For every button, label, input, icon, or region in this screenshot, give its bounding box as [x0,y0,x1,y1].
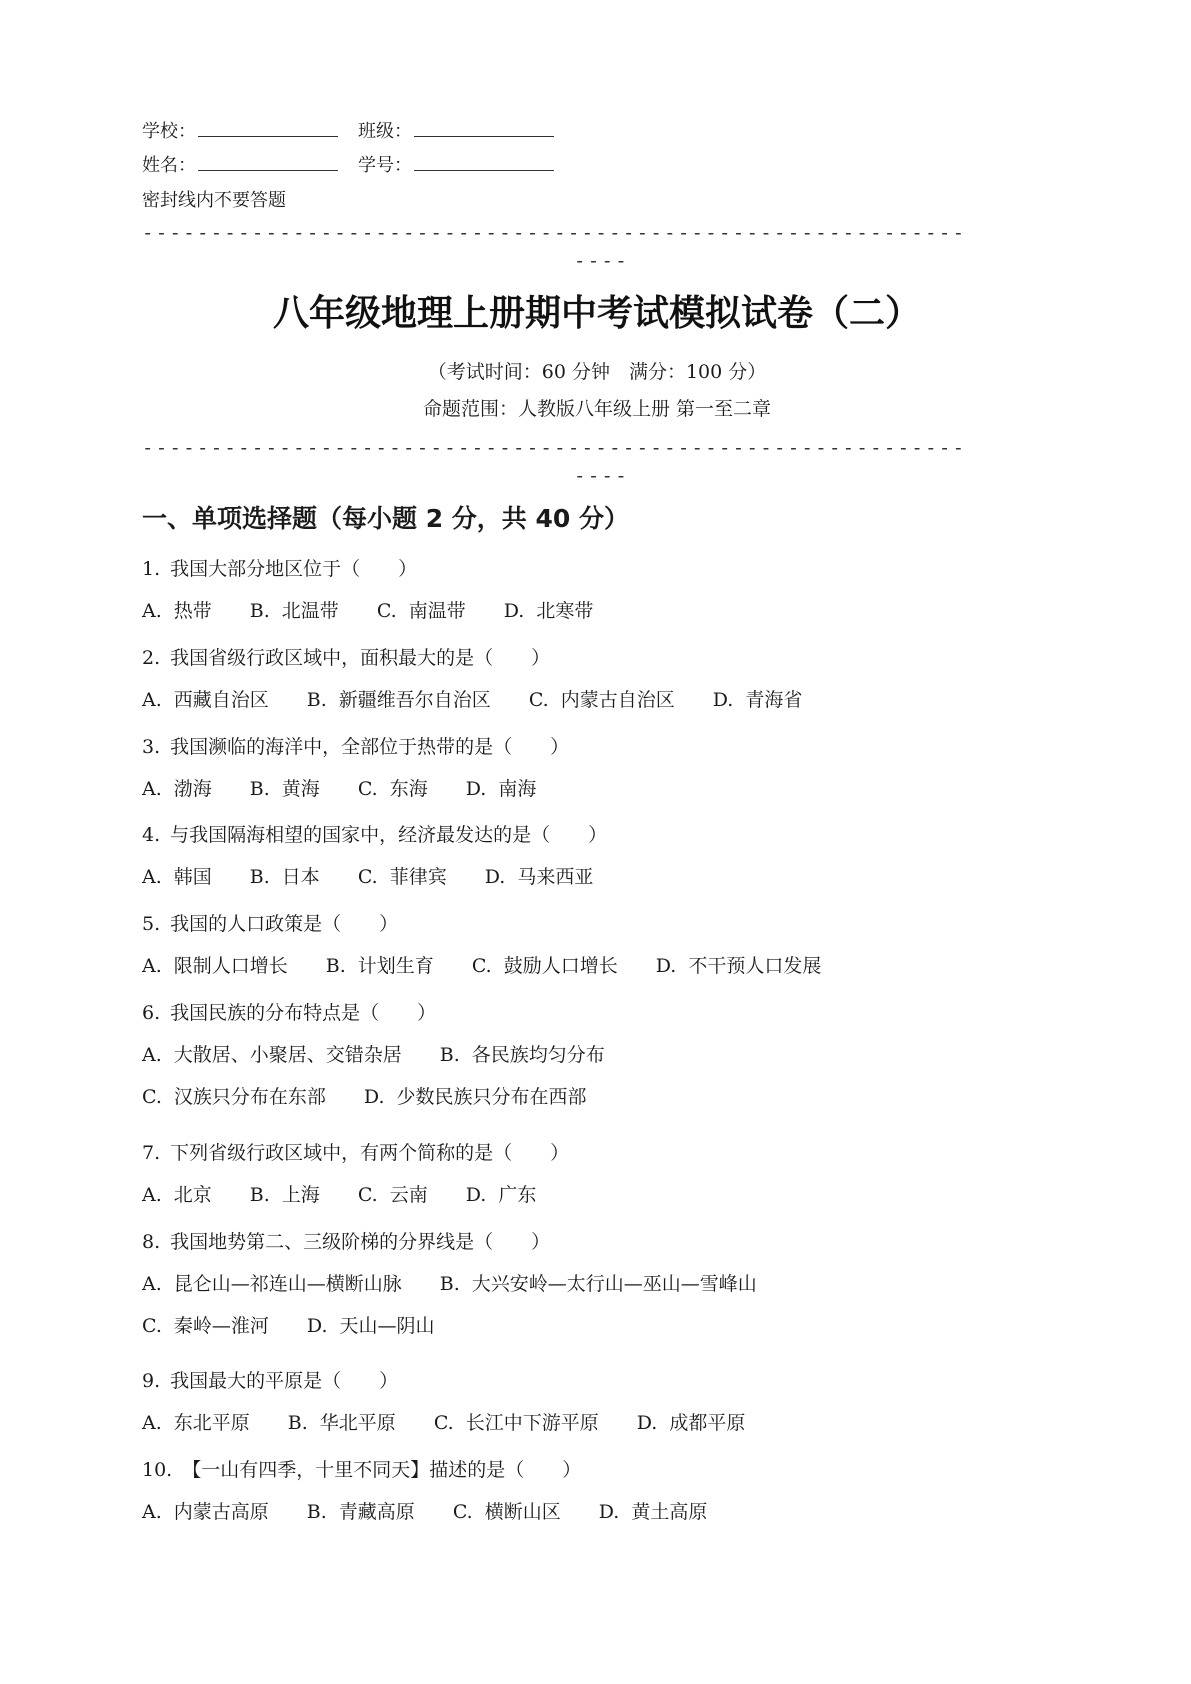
option-text: 南温带 [408,600,466,622]
option-text: 广东 [498,1184,537,1206]
option-letter: A. [142,866,162,888]
option-letter: B. [306,1501,327,1523]
question-stem [142,556,417,582]
option-letter: C. [471,955,492,977]
option-row [142,864,631,890]
answer-option[interactable] [250,1182,320,1208]
divider-dash-line-tail: ---- [574,465,629,487]
option-row [142,1410,783,1436]
option-text: 大兴安岭—太行山—巫山—雪峰山 [471,1273,757,1295]
option-text: 长江中下游平原 [465,1412,599,1434]
option-text: 黄海 [281,778,320,800]
option-text: 鼓励人口增长 [503,955,618,977]
school-label: 学校： [142,121,196,142]
option-letter: C. [357,1184,378,1206]
option-text: 黄土高原 [631,1501,708,1523]
question-number: 4. [142,824,161,846]
answer-option[interactable] [142,1499,269,1525]
option-letter: B. [439,1273,460,1295]
option-letter: A. [142,1184,162,1206]
school-blank[interactable] [198,118,338,137]
answer-option[interactable] [142,1313,269,1339]
name-blank[interactable] [198,152,338,171]
option-text: 东北平原 [173,1412,250,1434]
answer-option[interactable] [377,598,466,624]
option-text: 不干预人口发展 [688,955,822,977]
option-text: 成都平原 [669,1412,746,1434]
question-text: 我国大部分地区位于（ ） [170,558,418,580]
section-heading: 一、单项选择题（每小题 2 分，共 40 分） [142,504,630,533]
option-text: 青藏高原 [338,1501,415,1523]
seal-dash-line: ------------------------------------------------------------ [142,222,967,244]
option-letter: D. [712,689,734,711]
option-text: 东海 [389,778,428,800]
answer-option[interactable] [637,1410,746,1436]
option-letter: B. [325,955,346,977]
option-text: 菲律宾 [389,866,447,888]
answer-option[interactable] [142,953,288,979]
option-text: 上海 [281,1184,320,1206]
option-letter: A. [142,1044,162,1066]
option-letter: D. [306,1315,328,1337]
option-text: 汉族只分布在东部 [173,1086,326,1108]
option-text: 日本 [281,866,320,888]
option-text: 各民族均匀分布 [471,1044,605,1066]
question-stem [142,1000,436,1026]
option-row [142,687,840,713]
option-text: 北寒带 [536,600,594,622]
option-text: 计划生育 [357,955,434,977]
question-number: 6. [142,1002,161,1024]
option-row [142,1499,745,1525]
option-letter: C. [376,600,397,622]
id-blank[interactable] [414,152,554,171]
question-text: 我国最大的平原是（ ） [170,1370,399,1392]
option-text: 新疆维吾尔自治区 [338,689,491,711]
option-letter: B. [249,600,270,622]
option-text: 韩国 [173,866,212,888]
question-stem [142,822,607,848]
answer-option[interactable] [142,1410,250,1436]
option-letter: B. [249,866,270,888]
answer-option[interactable] [504,598,594,624]
answer-option[interactable] [142,687,269,713]
option-letter: C. [433,1412,454,1434]
question-number: 3. [142,736,161,758]
option-letter: A. [142,955,162,977]
option-text: 北京 [173,1184,212,1206]
name-label: 姓名： [142,155,196,176]
answer-option[interactable] [466,776,537,802]
question-number: 8. [142,1231,161,1253]
option-letter: A. [142,1412,162,1434]
option-row [142,598,631,624]
option-letter: B. [287,1412,308,1434]
option-text: 热带 [173,600,212,622]
answer-option[interactable] [142,1042,402,1068]
option-letter: D. [484,866,506,888]
option-letter: A. [142,1273,162,1295]
option-letter: C. [142,1315,162,1337]
question-stem [142,911,398,937]
option-text: 西藏自治区 [173,689,269,711]
question-stem [142,1229,550,1255]
answer-option[interactable] [288,1410,396,1436]
answer-option[interactable] [440,1271,757,1297]
question-text: 我国省级行政区域中，面积最大的是（ ） [170,647,551,669]
id-field [358,152,554,178]
answer-option[interactable] [440,1042,605,1068]
option-text: 内蒙古自治区 [560,689,675,711]
question-stem [142,1368,398,1394]
answer-option[interactable] [485,864,594,890]
question-text: 下列省级行政区域中，有两个简称的是（ ） [170,1142,570,1164]
question-text: 我国地势第二、三级阶梯的分界线是（ ） [170,1231,551,1253]
option-text: 马来西亚 [517,866,594,888]
option-text: 渤海 [173,778,212,800]
option-letter: D. [655,955,677,977]
option-letter: C. [357,866,378,888]
option-row [142,776,574,802]
answer-option[interactable] [142,864,212,890]
name-field [142,152,338,178]
exam-scope: 命题范围：人教版八年级上册 第一至二章 [422,398,772,420]
option-row [142,953,859,979]
seal-note: 密封线内不要答题 [142,190,286,211]
question-stem [142,1457,581,1483]
option-letter: A. [142,689,162,711]
question-number: 5. [142,913,161,935]
question-text: 与我国隔海相望的国家中，经济最发达的是（ ） [170,824,608,846]
option-letter: B. [249,1184,270,1206]
option-letter: C. [357,778,378,800]
option-letter: B. [306,689,327,711]
option-text: 秦岭—淮河 [173,1315,269,1337]
option-text: 昆仑山—祁连山—横断山脉 [173,1273,402,1295]
option-text: 限制人口增长 [173,955,288,977]
option-letter: B. [439,1044,460,1066]
answer-option[interactable] [326,953,434,979]
exam-info: （考试时间：60 分钟 满分：100 分） [427,361,767,383]
exam-title: 八年级地理上册期中考试模拟试卷（二） [272,293,921,334]
answer-option[interactable] [307,1313,435,1339]
option-text: 天山—阴山 [339,1315,435,1337]
school-field [142,118,338,144]
seal-dash-line-tail: ---- [574,250,629,272]
answer-option[interactable] [434,1410,599,1436]
question-number: 10. [142,1459,173,1481]
option-text: 北温带 [281,600,339,622]
option-text: 横断山区 [484,1501,561,1523]
answer-option[interactable] [656,953,822,979]
option-letter: B. [249,778,270,800]
answer-option[interactable] [358,864,447,890]
option-letter: D. [503,600,525,622]
question-number: 1. [142,558,161,580]
answer-option[interactable] [364,1084,587,1110]
answer-option[interactable] [599,1499,708,1525]
option-letter: A. [142,778,162,800]
option-letter: D. [363,1086,385,1108]
option-letter: D. [465,1184,487,1206]
option-letter: D. [636,1412,658,1434]
option-text: 华北平原 [319,1412,396,1434]
option-text: 少数民族只分布在西部 [396,1086,587,1108]
question-number: 7. [142,1142,161,1164]
class-blank[interactable] [414,118,554,137]
header-row-2 [142,152,554,178]
option-text: 内蒙古高原 [173,1501,269,1523]
question-stem [142,734,569,760]
option-text: 大散居、小聚居、交错杂居 [173,1044,402,1066]
option-letter: D. [598,1501,620,1523]
option-letter: C. [142,1086,162,1108]
option-letter: A. [142,1501,162,1523]
option-row [142,1182,574,1208]
option-letter: C. [452,1501,473,1523]
answer-option[interactable] [307,687,491,713]
answer-option[interactable] [466,1182,537,1208]
question-stem [142,645,550,671]
answer-option[interactable] [529,687,675,713]
option-text: 南海 [498,778,537,800]
answer-option[interactable] [713,687,803,713]
option-letter: C. [528,689,549,711]
question-text: 我国民族的分布特点是（ ） [170,1002,437,1024]
answer-option[interactable] [142,1084,326,1110]
answer-option[interactable] [358,776,428,802]
answer-option[interactable] [142,1182,212,1208]
question-number: 9. [142,1370,161,1392]
option-text: 云南 [389,1184,428,1206]
header-row-1 [142,118,554,144]
option-row [142,1084,625,1110]
answer-option[interactable] [142,598,212,624]
answer-option[interactable] [142,1271,402,1297]
question-text: 我国濒临的海洋中，全部位于热带的是（ ） [170,736,570,758]
option-letter: A. [142,600,162,622]
question-number: 2. [142,647,161,669]
class-field [358,118,554,144]
class-label: 班级： [358,121,412,142]
option-text: 青海省 [745,689,803,711]
option-letter: D. [465,778,487,800]
answer-option[interactable] [142,776,212,802]
option-row [142,1042,643,1068]
answer-option[interactable] [453,1499,561,1525]
answer-option[interactable] [358,1182,428,1208]
option-row [142,1271,795,1297]
question-text: 我国的人口政策是（ ） [170,913,399,935]
option-row [142,1313,473,1339]
id-label: 学号： [358,155,412,176]
answer-option[interactable] [307,1499,415,1525]
answer-option[interactable] [250,598,339,624]
question-text: 【一山有四季，十里不同天】描述的是（ ） [182,1459,582,1481]
divider-dash-line: ------------------------------------------------------------ [142,437,967,459]
answer-option[interactable] [250,864,320,890]
answer-option[interactable] [250,776,320,802]
question-stem [142,1140,569,1166]
answer-option[interactable] [472,953,618,979]
